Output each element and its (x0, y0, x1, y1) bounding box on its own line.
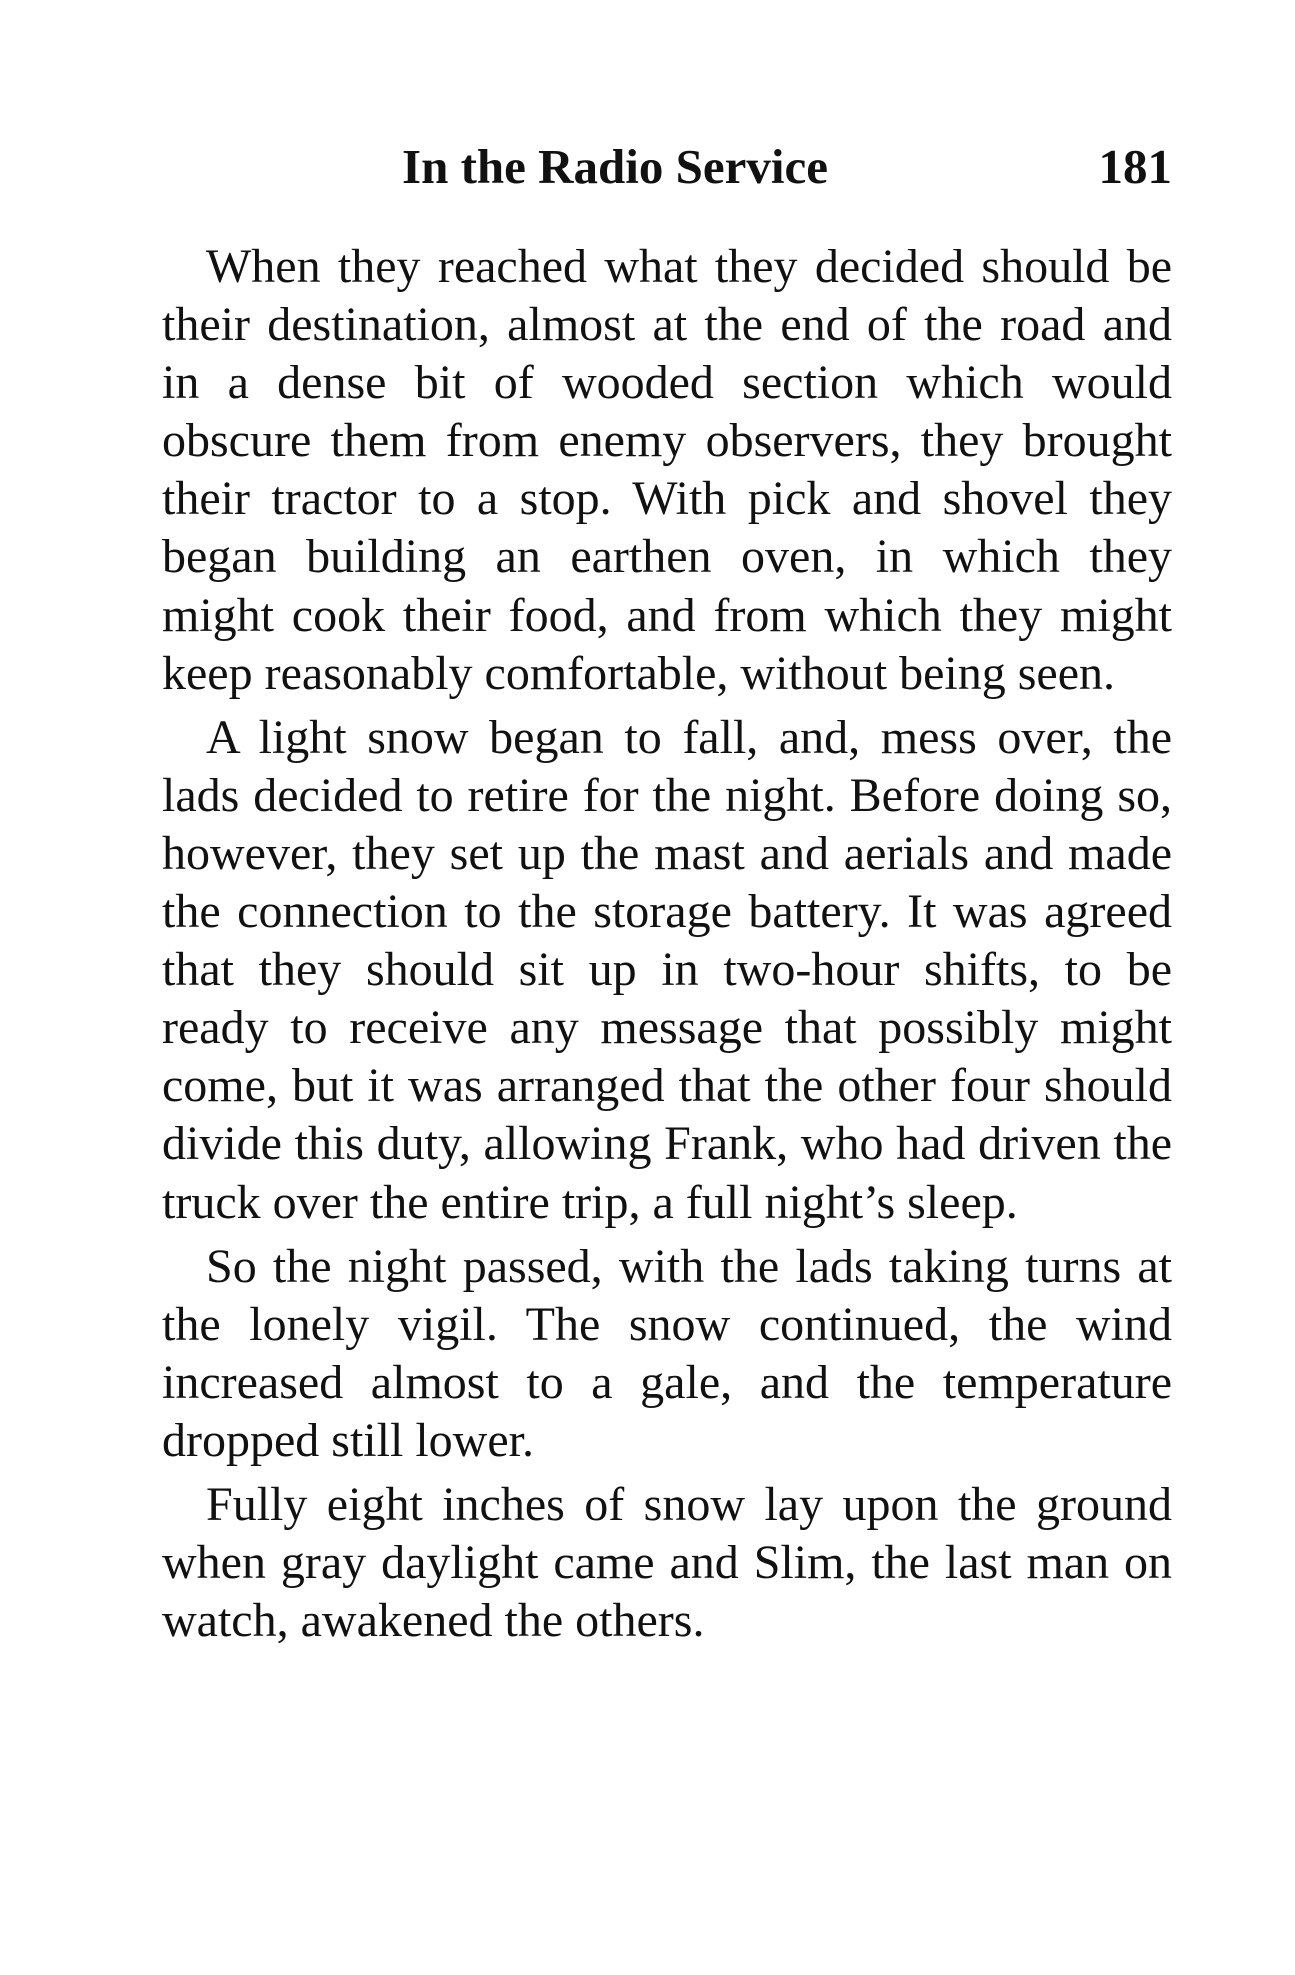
page-number: 181 (1098, 139, 1172, 194)
paragraph: Fully eight inches of snow lay upon the ground when gray daylight came and Slim, the last man on watch, awakened the others. (162, 1477, 1172, 1648)
body-text (162, 238, 1172, 1650)
running-header (162, 132, 1172, 202)
paragraph: When they reached what they decided should be their destination, almost at the end of the road and in a dense bit of wooded section which would obscure them from enemy observers, they brought their tractor to a stop. With pick and shovel they began building an earthen oven, in which they might cook their food, and from which they might keep reasonably comfortable, without being seen. (162, 240, 1172, 700)
paragraph: So the night passed, with the lads taking turns at the lonely vigil. The snow continued, the wind increased almost to a gale, and the temperature dropped still lower. (162, 1239, 1172, 1467)
running-title: In the Radio Service (402, 139, 828, 194)
paragraph: A light snow began to fall, and, mess over, the lads decided to retire for the night. Before doing so, however, they set up the mast and aerials and made the connection to the storage battery. It was agreed that they should sit up in two-hour shifts, to be ready to receive any message that possibly might come, but it was arranged that the other four should divide this duty, allowing Frank, who had driven the truck over the entire trip, a full night’s sleep. (162, 710, 1172, 1229)
